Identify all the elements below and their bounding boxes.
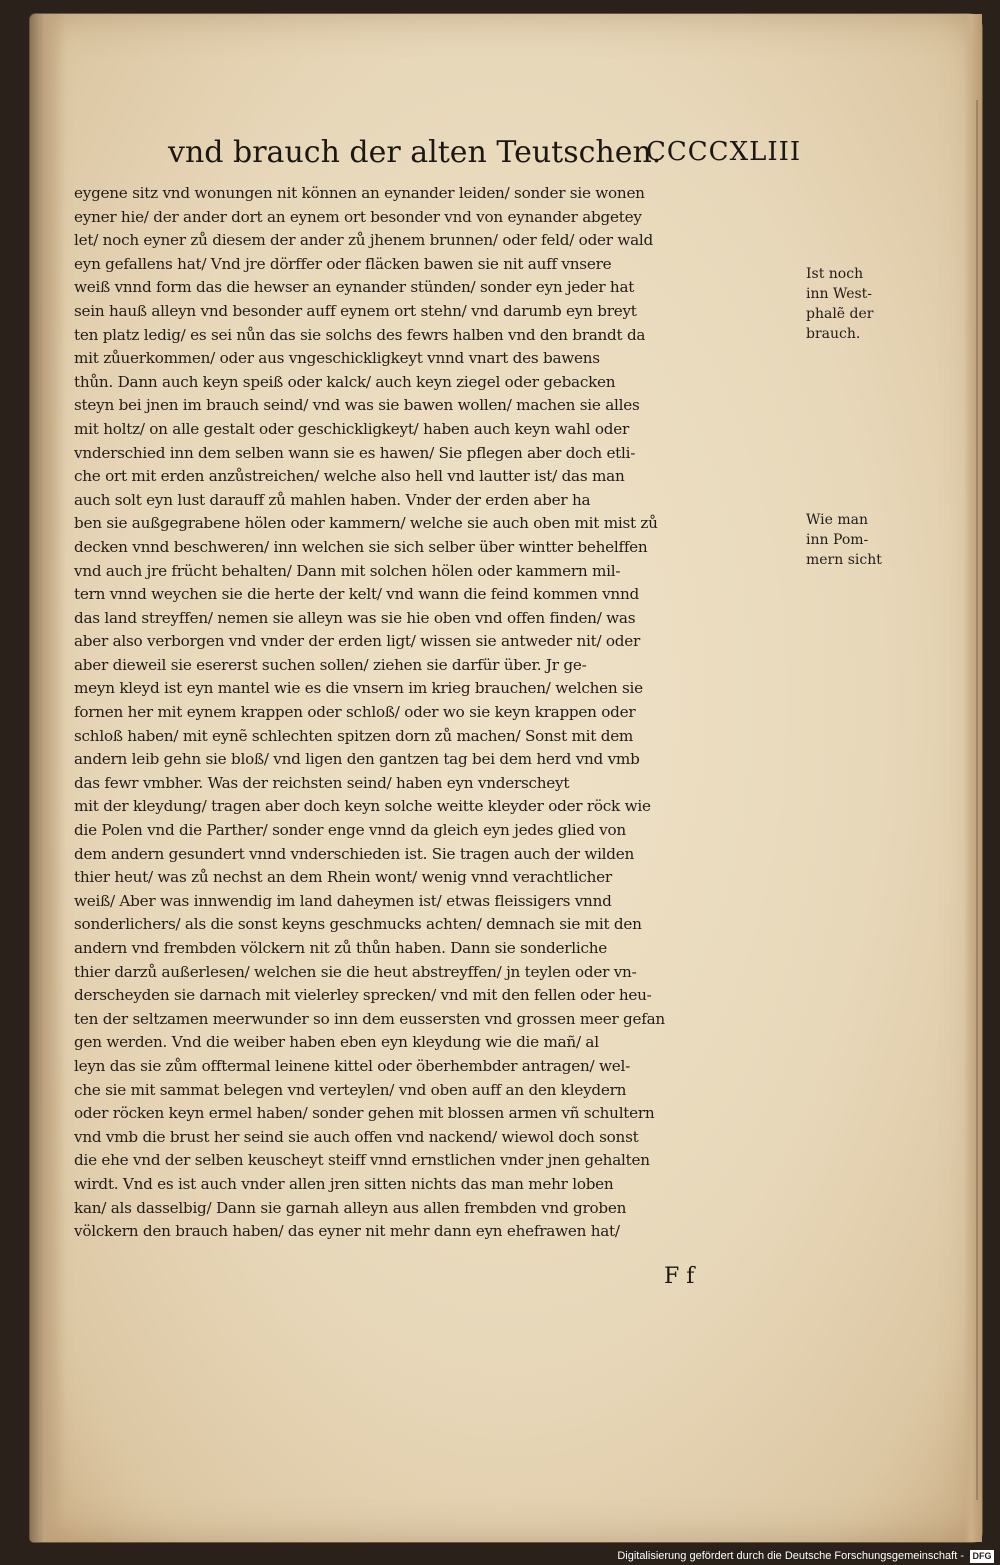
text-line: eyner hie/ der ander dort an eynem ort besonder vnd von eynander abgetey (74, 207, 642, 226)
funding-credit: Digitalisierung gefördert durch die Deutsche Forschungsgemeinschaft - (617, 1550, 964, 1562)
margin-note-line: Ist noch (806, 266, 864, 282)
text-line: aber dieweil sie esererst suchen sollen/ ziehen sie darfür über. Jr ge- (74, 655, 587, 674)
text-line: ben sie außgegrabene hölen oder kammern/ welche sie auch oben mit mist zů (74, 514, 658, 533)
page-gutter (30, 14, 66, 1542)
text-line: let/ noch eyner zů diesem der ander zů jhenem brunnen/ oder feld/ oder wald (74, 231, 654, 250)
margin-note-pomerania (806, 510, 882, 570)
text-line: leyn das sie zům offtermal leinene kittel oder öberhembder antragen/ wel- (74, 1056, 630, 1075)
text-line: vnderschied inn dem selben wann sie es hawen/ Sie pflegen aber doch etli- (74, 443, 636, 462)
text-line: sonderlichers/ als die sonst keyns geschmucks achten/ demnach sie mit den (74, 915, 642, 934)
text-line: meyn kleyd ist eyn mantel wie es die vnsern im krieg brauchen/ welchen sie (74, 679, 643, 698)
margin-note-line: phalẽ der (806, 306, 874, 322)
page-edge (964, 14, 982, 1542)
text-line: das land streyffen/ nemen sie alleyn was sie hie oben vnd offen finden/ was (74, 608, 636, 627)
text-line: sein hauß alleyn vnd besonder auff eynem ort stehn/ vnd darumb eyn breyt (74, 301, 637, 320)
folio-number: CCCCXLIII (646, 137, 802, 167)
text-line: eygene sitz vnd wonungen nit können an eynander leiden/ sonder sie wonen (74, 184, 645, 202)
text-line: thier darzů außerlesen/ welchen sie die heut abstreyffen/ jn teylen oder vn- (74, 962, 637, 981)
text-line: andern leib gehn sie bloß/ vnd ligen den gantzen tag bei dem herd vnd vmb (74, 750, 640, 769)
text-line: vnd auch jre frücht behalten/ Dann mit solchen hölen oder kammern mil- (74, 561, 621, 580)
margin-note-line: Wie man (806, 512, 868, 528)
text-line: die ehe vnd der selben keuscheyt steiff vnnd ernstlichen vnder jnen gehalten (74, 1151, 650, 1170)
text-line: gen werden. Vnd die weiber haben eben eyn kleydung wie die mañ/ al (74, 1033, 599, 1052)
text-line: auch solt eyn lust darauff zů mahlen haben. Vnder der erden aber ha (74, 490, 591, 509)
text-line: tern vnnd weychen sie die herte der kelt/ vnd wann die feind kommen vnnd (74, 585, 639, 604)
dfg-logo: DFG (970, 1550, 994, 1563)
text-line: decken vnnd beschweren/ inn welchen sie sich selber über wintter behelffen (74, 537, 648, 556)
text-line: fornen her mit eynem krappen oder schloß/ oder wo sie keyn krappen oder (74, 703, 636, 722)
text-line: ten der seltzamen meerwunder so inn dem eussersten vnd grossen meer gefan (74, 1009, 665, 1028)
text-line: schloß haben/ mit eynẽ schlechten spitzen dorn zů machen/ Sonst mit dem (74, 726, 634, 745)
text-line: che ort mit erden anzůstreichen/ welche also hell vnd lautter ist/ das man (74, 467, 625, 486)
text-line: völckern den brauch haben/ das eyner nit mehr dann eyn ehefrawen hat/ (74, 1222, 620, 1241)
page-fold-shadow (976, 100, 978, 1500)
text-line: ten platz ledig/ es sei nůn das sie solchs des fewrs halben vnd den brandt da (74, 325, 646, 344)
text-line: oder röcken keyn ermel haben/ sonder gehen mit blossen armen vñ schultern (74, 1104, 655, 1123)
footer-bar (0, 1548, 1000, 1565)
margin-note-line: mern sicht (806, 552, 882, 568)
text-line: weiß/ Aber was innwendig im land daheymen ist/ etwas fleissigers vnnd (74, 891, 612, 910)
margin-note-westphalia (806, 264, 873, 344)
text-line: andern vnd frembden völckern nit zů thůn haben. Dann sie sonderliche (74, 939, 607, 957)
body-text (74, 182, 798, 1244)
text-line: steyn bei jnen im brauch seind/ vnd was sie bawen wollen/ machen sie alles (74, 396, 640, 415)
text-line: vnd vmb die brust her seind sie auch offen vnd nackend/ wiewol doch sonst (74, 1127, 639, 1146)
text-line: thůn. Dann auch keyn speiß oder kalck/ auch keyn ziegel oder gebacken (74, 372, 616, 391)
text-line: mit der kleydung/ tragen aber doch keyn solche weitte kleyder oder röck wie (74, 797, 651, 816)
text-line: wirdt. Vnd es ist auch vnder allen jren sitten nichts das man mehr loben (74, 1174, 614, 1193)
text-line: aber also verborgen vnd vnder der erden ligt/ wissen sie antweder nit/ oder (74, 632, 641, 651)
text-line: che sie mit sammat belegen vnd verteylen/ vnd oben auff an den kleydern (74, 1080, 627, 1099)
text-line: weiß vnnd form das die hewser an eynander stünden/ sonder eyn jeder hat (74, 278, 635, 297)
running-title: vnd brauch der alten Teutschen. (168, 135, 662, 170)
margin-note-line: inn Pom- (806, 532, 869, 548)
margin-note-line: brauch. (806, 326, 861, 342)
text-line: die Polen vnd die Parther/ sonder enge vnnd da gleich eyn jedes glied von (74, 821, 626, 840)
margin-note-line: inn West- (806, 286, 873, 302)
text-line: dem andern gesundert vnnd vnderschieden ist. Sie tragen auch der wilden (74, 844, 635, 863)
text-line: eyn gefallens hat/ Vnd jre dörffer oder fläcken bawen sie nit auff vnsere (74, 254, 612, 273)
text-line: kan/ als dasselbig/ Dann sie garnah alleyn aus allen frembden vnd groben (74, 1198, 627, 1217)
text-line: das fewr vmbher. Was der reichsten seind/ haben eyn vnderscheyt (74, 773, 570, 792)
text-line: mit holtz/ on alle gestalt oder geschickligkeyt/ haben auch keyn wahl oder (74, 419, 629, 438)
signature-mark: F f (664, 1264, 695, 1289)
text-line: mit zůuerkommen/ oder aus vngeschickligkeyt vnnd vnart des bawens (74, 349, 600, 368)
text-line: thier heut/ was zů nechst an dem Rhein wont/ wenig vnnd verachtlicher (74, 868, 612, 887)
text-line: derscheyden sie darnach mit vielerley sprecken/ vnd mit den fellen oder heu- (74, 986, 652, 1005)
